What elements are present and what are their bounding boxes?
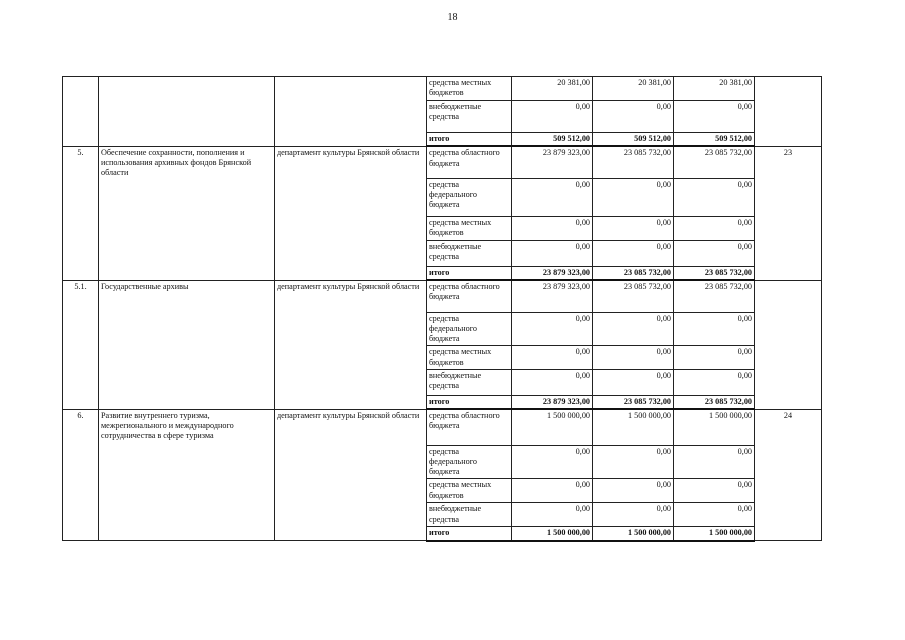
value-year-3: 0,00 bbox=[674, 503, 755, 527]
item-name-cell: Государственные архивы bbox=[99, 280, 275, 409]
value-year-2: 509 512,00 bbox=[593, 133, 674, 147]
value-year-1: 20 381,00 bbox=[512, 77, 593, 101]
value-year-2: 0,00 bbox=[593, 312, 674, 346]
table-row bbox=[63, 77, 822, 101]
value-year-1: 23 879 323,00 bbox=[512, 146, 593, 178]
funding-source-cell: внебюджетные средства bbox=[427, 101, 512, 133]
item-name-cell bbox=[99, 77, 275, 147]
value-year-1: 0,00 bbox=[512, 101, 593, 133]
value-year-3: 0,00 bbox=[674, 479, 755, 503]
indicator-ref-cell: 23 bbox=[755, 146, 822, 280]
value-year-2: 0,00 bbox=[593, 240, 674, 266]
funding-source-cell: внебюджетные средства bbox=[427, 240, 512, 266]
department-cell: департамент культуры Брянской области bbox=[275, 409, 427, 541]
value-year-2: 0,00 bbox=[593, 178, 674, 216]
item-name-cell: Обеспечение сохранности, пополнения и использования архивных фондов Брянской области bbox=[99, 146, 275, 280]
funding-source-cell: итого bbox=[427, 266, 512, 280]
value-year-1: 0,00 bbox=[512, 503, 593, 527]
value-year-3: 0,00 bbox=[674, 216, 755, 240]
department-cell: департамент культуры Брянской области bbox=[275, 146, 427, 280]
value-year-1: 0,00 bbox=[512, 445, 593, 479]
value-year-2: 0,00 bbox=[593, 503, 674, 527]
value-year-2: 0,00 bbox=[593, 479, 674, 503]
funding-source-cell: средства федерального бюджета bbox=[427, 312, 512, 346]
funding-source-cell: внебюджетные средства bbox=[427, 369, 512, 395]
item-name-cell: Развитие внутреннего туризма, межрегионального и международного сотрудничества в сфере туризма bbox=[99, 409, 275, 541]
value-year-3: 1 500 000,00 bbox=[674, 409, 755, 445]
funding-source-cell: средства местных бюджетов bbox=[427, 346, 512, 370]
table-row bbox=[63, 146, 822, 178]
funding-source-cell: итого bbox=[427, 395, 512, 409]
item-number-cell: 6. bbox=[63, 409, 99, 541]
value-year-3: 0,00 bbox=[674, 178, 755, 216]
value-year-1: 23 879 323,00 bbox=[512, 280, 593, 312]
value-year-3: 0,00 bbox=[674, 312, 755, 346]
table-row bbox=[63, 280, 822, 312]
value-year-3: 23 085 732,00 bbox=[674, 266, 755, 280]
value-year-2: 23 085 732,00 bbox=[593, 395, 674, 409]
value-year-2: 0,00 bbox=[593, 216, 674, 240]
funding-source-cell: внебюджетные средства bbox=[427, 503, 512, 527]
value-year-2: 1 500 000,00 bbox=[593, 527, 674, 541]
indicator-ref-cell bbox=[755, 280, 822, 409]
value-year-1: 1 500 000,00 bbox=[512, 409, 593, 445]
value-year-2: 23 085 732,00 bbox=[593, 280, 674, 312]
indicator-ref-cell: 24 bbox=[755, 409, 822, 541]
department-cell: департамент культуры Брянской области bbox=[275, 280, 427, 409]
value-year-3: 0,00 bbox=[674, 240, 755, 266]
value-year-1: 0,00 bbox=[512, 369, 593, 395]
value-year-1: 1 500 000,00 bbox=[512, 527, 593, 541]
funding-source-cell: средства местных бюджетов bbox=[427, 216, 512, 240]
value-year-2: 0,00 bbox=[593, 369, 674, 395]
funding-source-cell: средства областного бюджета bbox=[427, 409, 512, 445]
value-year-3: 0,00 bbox=[674, 445, 755, 479]
budget-table bbox=[62, 76, 822, 542]
value-year-3: 0,00 bbox=[674, 346, 755, 370]
value-year-3: 23 085 732,00 bbox=[674, 146, 755, 178]
value-year-3: 509 512,00 bbox=[674, 133, 755, 147]
value-year-3: 20 381,00 bbox=[674, 77, 755, 101]
value-year-3: 23 085 732,00 bbox=[674, 395, 755, 409]
value-year-2: 0,00 bbox=[593, 346, 674, 370]
value-year-1: 0,00 bbox=[512, 346, 593, 370]
value-year-2: 1 500 000,00 bbox=[593, 409, 674, 445]
funding-source-cell: средства областного бюджета bbox=[427, 146, 512, 178]
funding-source-cell: итого bbox=[427, 133, 512, 147]
item-number-cell bbox=[63, 77, 99, 147]
item-number-cell: 5. bbox=[63, 146, 99, 280]
value-year-2: 23 085 732,00 bbox=[593, 146, 674, 178]
value-year-1: 23 879 323,00 bbox=[512, 266, 593, 280]
value-year-1: 0,00 bbox=[512, 240, 593, 266]
value-year-2: 0,00 bbox=[593, 445, 674, 479]
value-year-1: 0,00 bbox=[512, 312, 593, 346]
indicator-ref-cell bbox=[755, 77, 822, 147]
value-year-1: 0,00 bbox=[512, 178, 593, 216]
funding-source-cell: итого bbox=[427, 527, 512, 541]
value-year-3: 0,00 bbox=[674, 369, 755, 395]
value-year-2: 20 381,00 bbox=[593, 77, 674, 101]
funding-source-cell: средства областного бюджета bbox=[427, 280, 512, 312]
page-number: 18 bbox=[447, 12, 458, 23]
funding-source-cell: средства местных бюджетов bbox=[427, 479, 512, 503]
value-year-1: 23 879 323,00 bbox=[512, 395, 593, 409]
item-number-cell: 5.1. bbox=[63, 280, 99, 409]
funding-source-cell: средства местных бюджетов bbox=[427, 77, 512, 101]
department-cell bbox=[275, 77, 427, 147]
value-year-3: 1 500 000,00 bbox=[674, 527, 755, 541]
value-year-1: 0,00 bbox=[512, 216, 593, 240]
funding-source-cell: средства федерального бюджета bbox=[427, 445, 512, 479]
value-year-2: 0,00 bbox=[593, 101, 674, 133]
value-year-1: 0,00 bbox=[512, 479, 593, 503]
table-row bbox=[63, 409, 822, 445]
value-year-3: 0,00 bbox=[674, 101, 755, 133]
value-year-2: 23 085 732,00 bbox=[593, 266, 674, 280]
funding-source-cell: средства федерального бюджета bbox=[427, 178, 512, 216]
value-year-1: 509 512,00 bbox=[512, 133, 593, 147]
value-year-3: 23 085 732,00 bbox=[674, 280, 755, 312]
